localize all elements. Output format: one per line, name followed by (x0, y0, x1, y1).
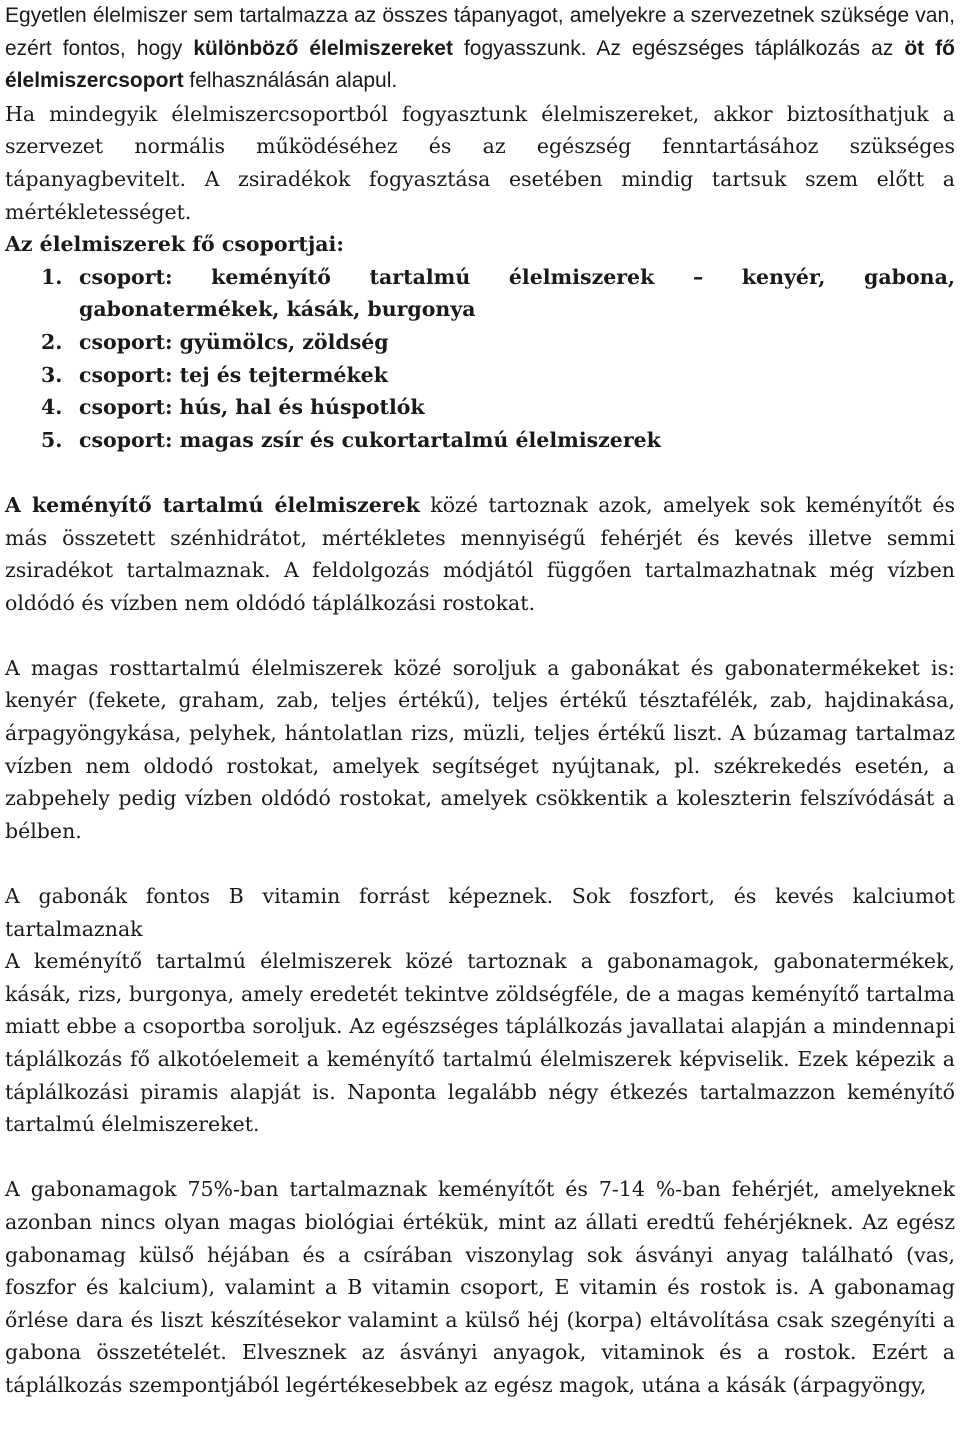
intro-text-a: Egyetlen élelmiszer sem tartalmazza az összes tápanyagot, amelyekre a szervezetnek szüksége van, ezért fontos, hogy (5, 4, 955, 60)
spacer (5, 1141, 955, 1174)
intro-text-e: felhasználásán alapul. (183, 69, 398, 93)
list-item-text: csoport: keményítő tartalmú élelmiszerek – kenyér, gabona, gabonatermékek, kásák, burgonya (79, 264, 955, 322)
vitamin-text-a: A gabonák fontos B vitamin forrást képeznek. (5, 884, 554, 909)
spacer (5, 619, 955, 652)
list-item-text: csoport: hús, hal és húspotlók (79, 395, 425, 420)
starch-lead: A keményítő tartalmú élelmiszerek (5, 492, 420, 517)
intro-paragraph-1 (5, 0, 955, 98)
vitamin-paragraph (5, 880, 955, 945)
fiber-paragraph: A magas rosttartalmú élelmiszerek közé soroljuk a gabonákat és gabonatermékeket is: kenyér (fekete, graham, zab, teljes értékű), teljes értékű tésztafélék, zab, hajdinakása, árpagyöngykása, pelyhek, hántolatlan rizs, müzli, teljes értékű liszt. A búzamag tartalmaz vízben nem oldodó rostokat, amelyek segítséget nyújtanak, pl. székrekedés esetén, a zabpehely pedig vízben oldódó rostokat, amelyek csökkentik a koleszterin felszívódását a bélben. (5, 655, 955, 843)
grains-paragraph: A keményítő tartalmú élelmiszerek közé tartoznak a gabonamagok, gabonatermékek, kásák, rizs, burgonya, amely eredetét tekintve zöldségféle, de a magas keményítő tartalma miatt ebbe a csoportba soroljuk. Az egészséges táplálkozás javallatai alapján a mindennapi táplálkozás fő alkotóelemeit a keményítő tartalmú élelmiszerek képviselik. Ezek képezik a táplálkozási piramis alapját is. Naponta legalább négy étkezés tartalmazzon keményítő tartalmú élelmiszereket. (5, 949, 955, 1137)
list-item (5, 359, 955, 392)
intro-emphasis-various-foods: különböző élelmiszereket (193, 36, 453, 60)
list-item-number: 2. (41, 329, 63, 354)
list-item-number: 5. (41, 427, 63, 452)
document-page (5, 0, 955, 1402)
spacer (5, 456, 955, 489)
list-item (5, 326, 955, 359)
list-item-number: 3. (41, 362, 63, 387)
list-item (5, 261, 955, 326)
starch-text: közé tartoznak azok, amelyek sok keményítőt és más összetett szénhidrátot, mértékletes mennyiségű fehérjét és kevés illetve semmi zsiradékot tartalmaznak. A feldolgozás módjától függően tartalmazhatnak még vízben oldódó és vízben nem oldódó táplálkozási rostokat. (5, 492, 955, 615)
food-groups-list (5, 261, 955, 457)
list-item (5, 424, 955, 457)
groups-heading: Az élelmiszerek fő csoportjai: (5, 232, 344, 257)
seeds-paragraph: A gabonamagok 75%-ban tartalmaznak keményítőt és 7-14 %-ban fehérjét, amelyeknek azonban nincs olyan magas biológiai értékük, mint az állati eredtű fehérjéknek. Az egész gabonamag külső héjában és a csírában viszonylag sok ásványi anyag található (vas, foszfor és kalcium), valamint a B vitamin csoport, E vitamin és rostok is. A gabonamag őrlése dara és liszt készítésekor valamint a külső héj (korpa) eltávolítása csak szegényíti a gabona összetételét. Elvesznek az ásványi anyagok, vitaminok és a rostok. Ezért a táplálkozás szempontjából legértékesebbek az egész magok, utána a kásák (árpagyöngy, (5, 1177, 955, 1397)
vitamin-text-b: Sok foszfort, és kevés kalciumot tartalmaznak (5, 884, 955, 941)
list-item-text: csoport: tej és tejtermékek (79, 362, 388, 387)
starch-paragraph (5, 489, 955, 619)
intro-paragraph-2: Ha mindegyik élelmiszercsoportból fogyasztunk élelmiszereket, akkor biztosíthatjuk a szervezet normális működéséhez és az egészség fenntartásához szükséges tápanyagbevitelt. A zsiradékok fogyasztása esetében mindig tartsuk szem előtt a mértékletességet. (5, 101, 955, 224)
spacer (5, 847, 955, 880)
intro-emphasis-five-groups: öt fő élelmiszercsoport (5, 36, 955, 93)
list-item (5, 391, 955, 424)
list-item-number: 1. (41, 264, 63, 289)
list-item-text: csoport: magas zsír és cukortartalmú élelmiszerek (79, 427, 661, 452)
intro-text-c: fogyasszunk. Az egészséges táplálkozás az (452, 36, 905, 60)
list-item-text: csoport: gyümölcs, zöldség (79, 329, 389, 354)
list-item-number: 4. (41, 395, 63, 420)
